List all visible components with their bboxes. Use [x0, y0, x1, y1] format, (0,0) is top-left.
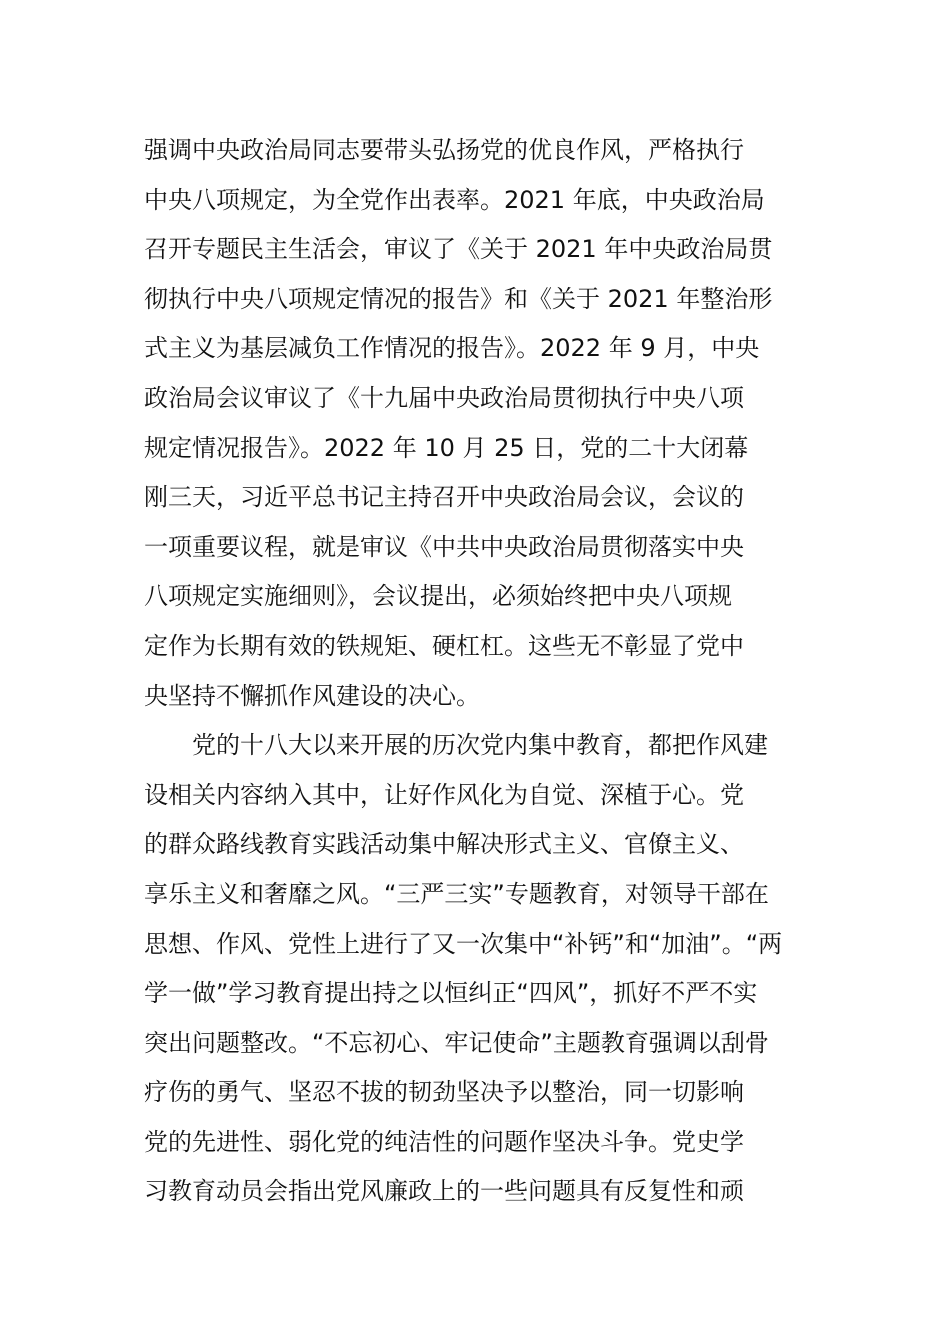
- text-line: 规定情况报告》。2022 年 10 月 25 日，党的二十大闭幕: [144, 433, 749, 462]
- text-line: 疗伤的勇气、坚忍不拔的韧劲坚决予以整治，同一切影响: [144, 1078, 744, 1107]
- text-line: 享乐主义和奢靡之风。“三严三实”专题教育，对领导干部在: [144, 879, 769, 908]
- text-line: 习教育动员会指出党风廉政上的一些问题具有反复性和顽: [144, 1177, 744, 1206]
- text-line: 刚三天，习近平总书记主持召开中央政治局会议，会议的: [144, 483, 744, 512]
- text-line: 学一做”学习教育提出持之以恒纠正“四风”，抓好不严不实: [144, 979, 758, 1008]
- text-line: 强调中央政治局同志要带头弘扬党的优良作风，严格执行: [144, 136, 744, 164]
- text-line: 召开专题民主生活会，审议了《关于 2021 年中央政治局贯: [144, 235, 773, 264]
- document-body: [144, 126, 814, 1217]
- text-line: 八项规定实施细则》，会议提出，必须始终把中央八项规: [144, 582, 732, 611]
- text-line: 设相关内容纳入其中，让好作风化为自觉、深植于心。党: [144, 780, 744, 809]
- text-line: 中央八项规定，为全党作出表率。2021 年底，中央政治局: [144, 185, 765, 214]
- text-line: 央坚持不懈抓作风建设的决心。: [144, 681, 480, 710]
- text-line: 彻执行中央八项规定情况的报告》和《关于 2021 年整治形: [144, 284, 773, 313]
- text-line: 式主义为基层减负工作情况的报告》。2022 年 9 月，中央: [144, 334, 760, 363]
- text-line: 的群众路线教育实践活动集中解决形式主义、官僚主义、: [144, 830, 744, 859]
- paragraph-2: [144, 721, 814, 1217]
- paragraph-1: [144, 126, 814, 721]
- text-line: 政治局会议审议了《十九届中央政治局贯彻执行中央八项: [144, 383, 744, 412]
- text-line: 一项重要议程，就是审议《中共中央政治局贯彻落实中央: [144, 532, 744, 561]
- text-line: 党的先进性、弱化党的纯洁性的问题作坚决斗争。党史学: [144, 1127, 744, 1156]
- text-line: 党的十八大以来开展的历次党内集中教育，都把作风建: [144, 731, 768, 760]
- text-line: 思想、作风、党性上进行了又一次集中“补钙”和“加油”。“两: [144, 929, 783, 958]
- text-line: 定作为长期有效的铁规矩、硬杠杠。这些无不彰显了党中: [144, 631, 744, 660]
- text-line: 突出问题整改。“不忘初心、牢记使命”主题教育强调以刮骨: [144, 1028, 769, 1057]
